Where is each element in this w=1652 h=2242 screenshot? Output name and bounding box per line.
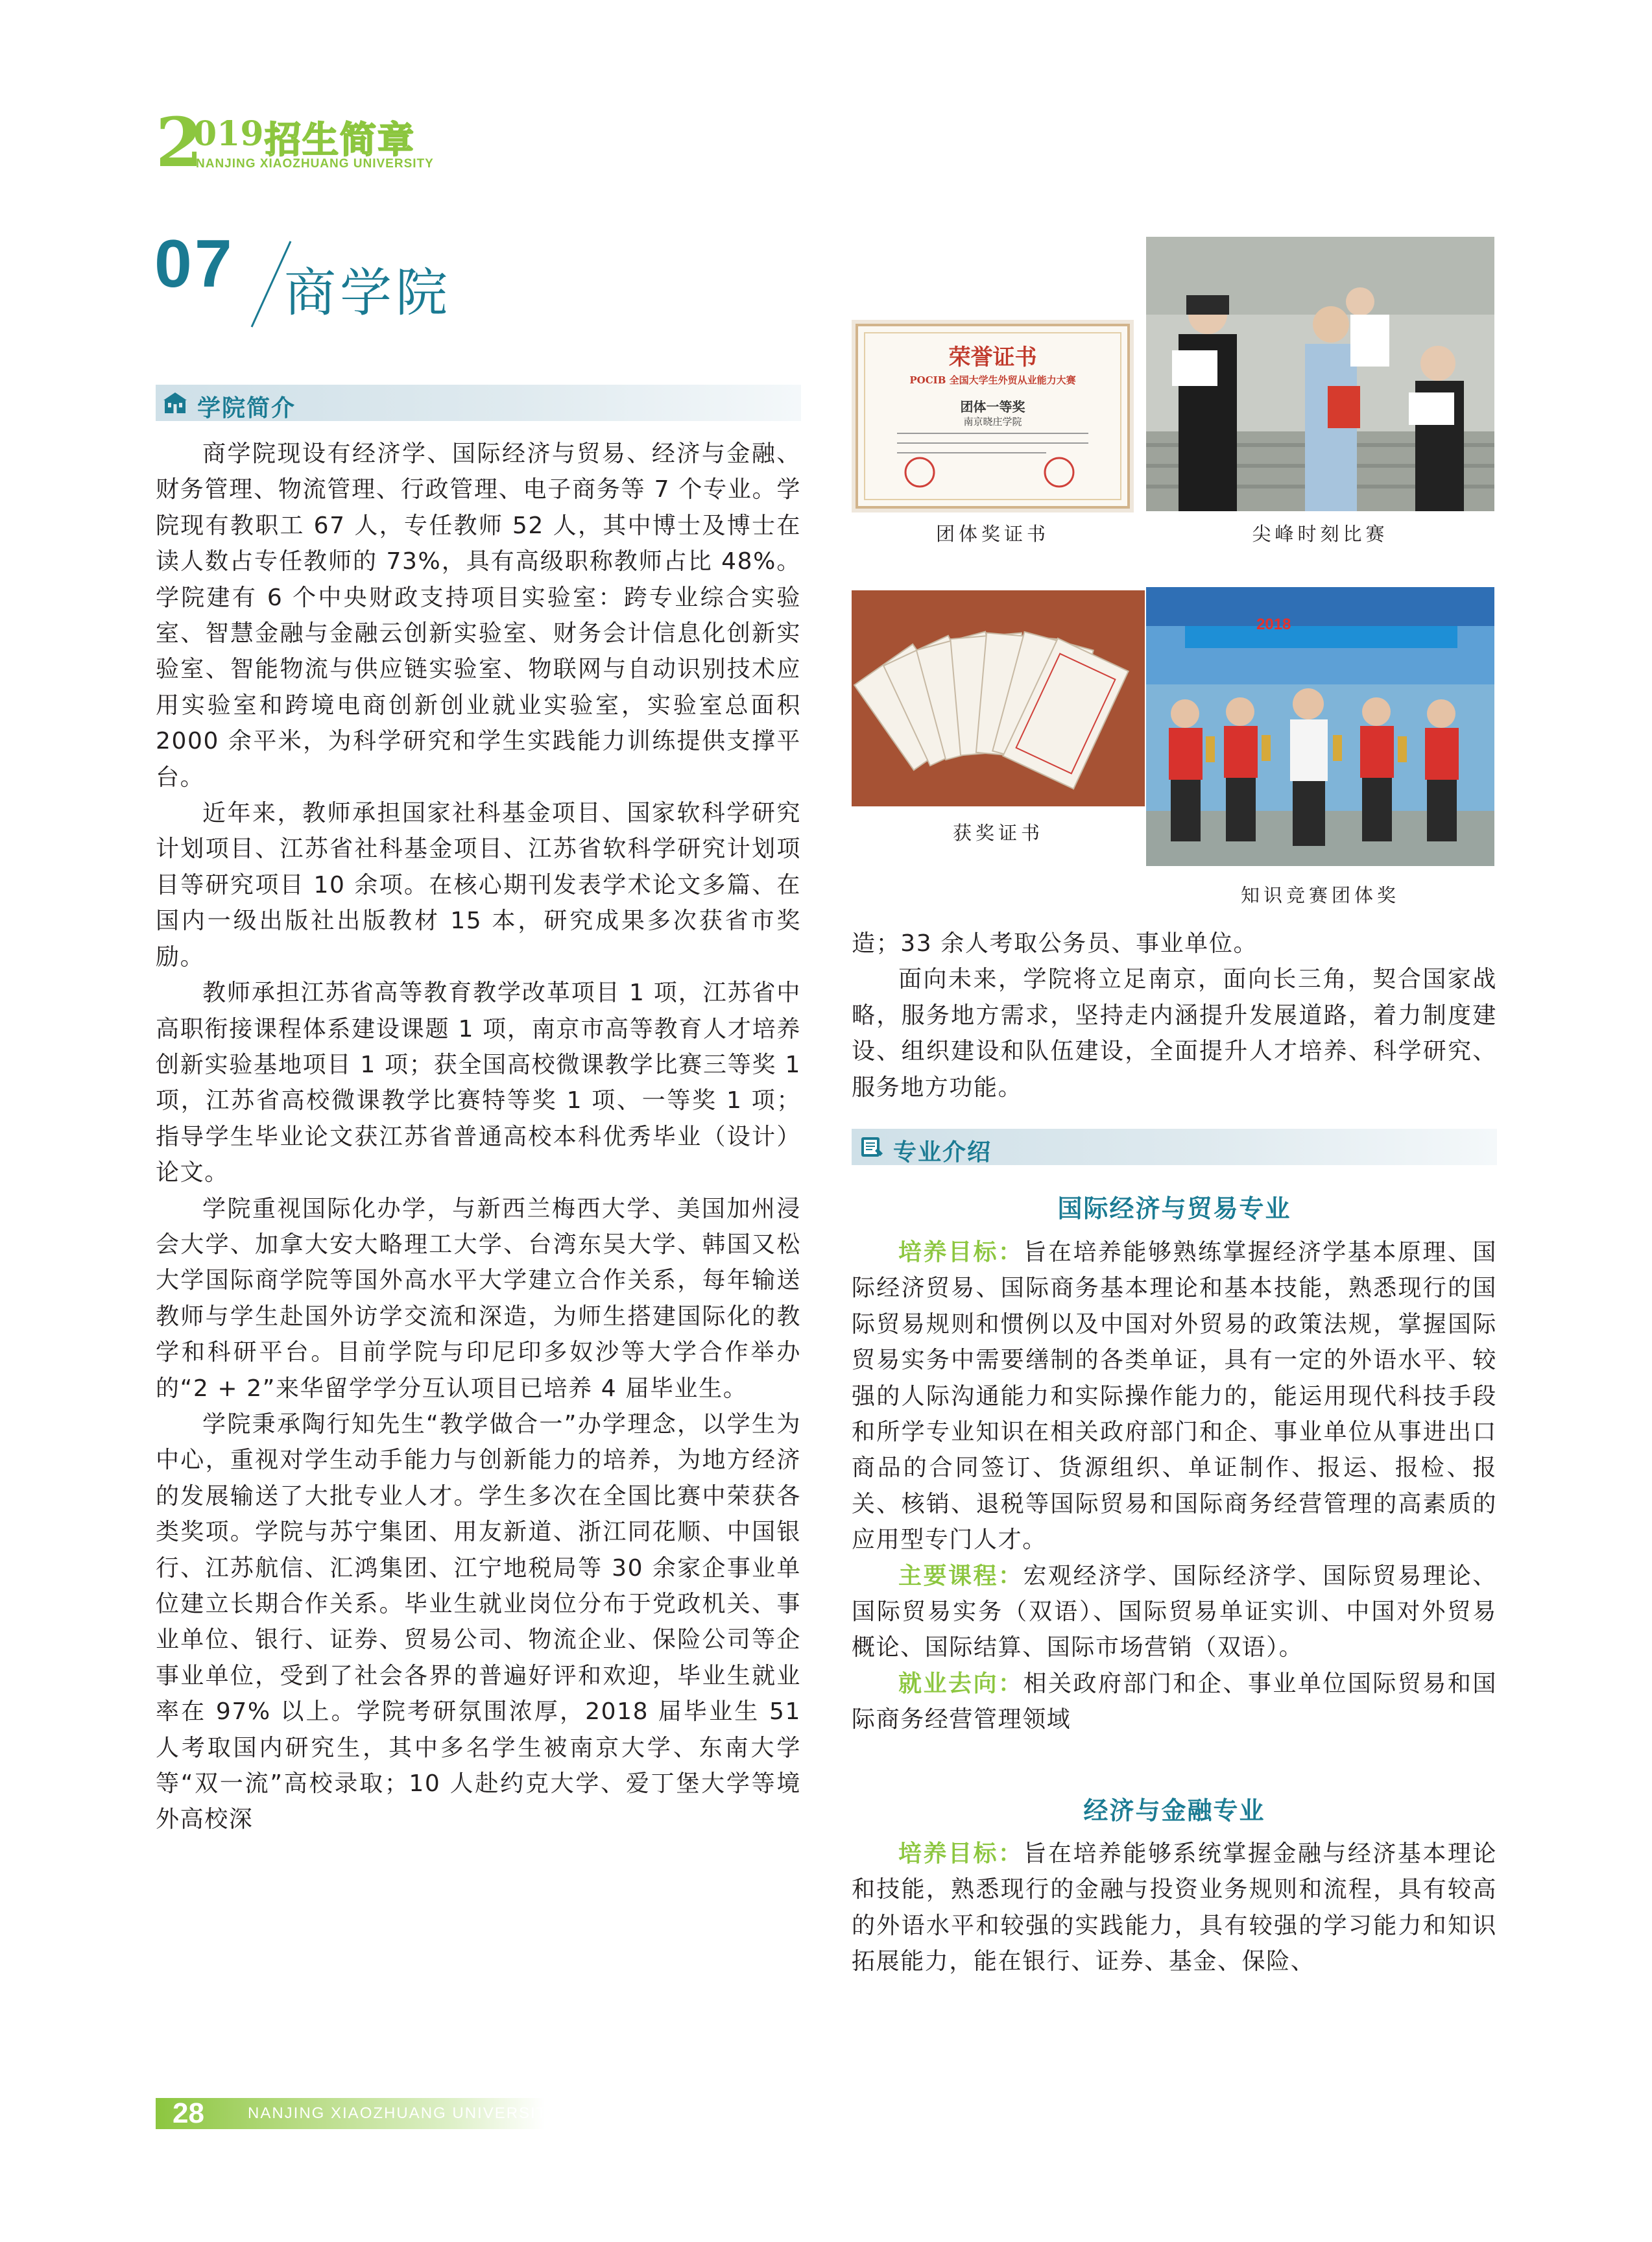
future-paragraph: 面向未来，学院将立足南京，面向长三角，契合国家战略，服务地方需求，坚持走内涵提升发展道路，着力制度建设、组织建设和队伍建设，全面提升人才培养、科学研究、服务地方功能。 [852, 966, 1497, 1101]
caption-peak-competition: 尖峰时刻比赛 [1252, 523, 1389, 545]
section-intro-header [156, 385, 801, 421]
certificates-fan-image [852, 590, 1145, 806]
section-majors-title: 专业介绍 [893, 1139, 992, 1166]
jobs-label: 就业去向： [898, 1670, 1024, 1697]
caption-award-certificates: 获奖证书 [952, 822, 1044, 844]
banner-year: 2018 [1256, 616, 1291, 633]
major-economics-finance-text [852, 1836, 1497, 1980]
intro-paragraph-4: 学院重视国际化办学，与新西兰梅西大学、美国加州浸会大学、加拿大安大略理工大学、台湾东吴大学、韩国又松大学国际商学院等国外高水平大学建立合作关系，每年输送教师与学生赴国外访学交流和深造，为师生搭建国际化的教学和科研平台。目前学院与印尼印多奴沙等大学合作举办的“2 + 2”来华留学学分互认项目已培养 4 届毕业生。 [156, 1195, 801, 1402]
building-icon [162, 391, 188, 415]
intro-text [156, 436, 801, 1838]
major-2-goal [852, 1836, 1497, 1980]
footer-university: NANJING XIAOZHUANG UNIVERSITY [248, 2104, 559, 2122]
cert-org: 南京晓庄学院 [963, 416, 1022, 428]
courses-text: 宏观经济学、国际经济学、国际贸易理论、国际贸易实务（双语）、国际贸易单证实训、中国对外贸易概论、国际结算、国际市场营销（双语）。 [852, 1562, 1497, 1661]
cert-title: 荣誉证书 [948, 344, 1037, 370]
page-number: 28 [173, 2097, 204, 2129]
major-international-trade-text [852, 1235, 1497, 1738]
logo-subtitle: NANJING XIAOZHUANG UNIVERSITY [196, 157, 434, 171]
section-majors-header [852, 1129, 1497, 1165]
cert-subtitle: POCIB 全国大学生外贸从业能力大赛 [909, 374, 1076, 386]
header-logo [156, 102, 434, 182]
right-column-text [852, 926, 1497, 1105]
competition-photo-image [1146, 237, 1494, 511]
goal-text: 旨在培养能够系统掌握金融与经济基本理论和技能，熟悉现行的金融与投资业务规则和流程，具有较高的外语水平和较强的实践能力，具有较强的学习能力和知识拓展能力，能在银行、证券、基金、保险、 [852, 1840, 1497, 1975]
major-title-economics-finance: 经济与金融专业 [1083, 1796, 1265, 1825]
major-1-jobs [852, 1666, 1497, 1738]
intro-paragraph-5: 学院秉承陶行知先生“教学做合一”办学理念，以学生为中心，重视对学生动手能力与创新能力的培养，为地方经济的发展输送了大批专业人才。学生多次在全国比赛中荣获各类奖项。学院与苏宁集团、用友新道、浙江同花顺、中国银行、江苏航信、汇鸿集团、江宁地税局等 30 余家企事业单位建立长期合作关系。毕业生就业岗位分布于党政机关、事业单位、银行、证券、贸易公司、物流企业、保险公司等企事业单位，受到了社会各界的普遍好评和欢迎，毕业生就业率在 97% 以上。学院考研氛围浓厚，2018 届毕业生 51 人考取国内研究生，其中多名学生被南京大学、东南大学等“双一流”高校录取；10 人赴约克大学、爱丁堡大学等境外高校深 [156, 1410, 801, 1833]
book-icon [858, 1135, 884, 1159]
jobs-text: 相关政府部门和企、事业单位国际贸易和国际商务经营管理领域 [852, 1670, 1497, 1733]
courses-label: 主要课程： [898, 1562, 1024, 1589]
photo-team-certificate [852, 320, 1134, 512]
logo-digit: 2 [156, 102, 203, 182]
major-1-courses [852, 1558, 1497, 1666]
major-1-goal [852, 1235, 1497, 1558]
goal-label: 培养目标： [898, 1840, 1024, 1867]
caption-team-certificate: 团体奖证书 [935, 523, 1049, 545]
photo-knowledge-contest [1146, 587, 1494, 866]
goal-text: 旨在培养能够熟练掌握经济学基本原理、国际经济贸易、国际商务基本理论和基本技能，熟悉现行的国际贸易规则和惯例以及中国对外贸易的政策法规，掌握国际贸易实务中需要缮制的各类单证，具有一定的外语水平、较强的人际沟通能力和实际操作能力的，能运用现代科技手段和所学专业知识在相关政府部门和企、事业单位从事进出口商品的合同签订、货源组织、单证制作、报运、报检、报关、核销、退税等国际贸易和国际商务经营管理的高素质的应用型专门人才。 [852, 1239, 1497, 1554]
contest-team-photo-image [1146, 587, 1494, 866]
photo-peak-competition [1146, 237, 1494, 511]
logo-title: 招生简章 [265, 119, 415, 162]
cert-award: 团体一等奖 [960, 399, 1025, 415]
photo-award-certificates [852, 590, 1145, 806]
intro-paragraph-2: 近年来，教师承担国家社科基金项目、国家软科学研究计划项目、江苏省社科基金项目、江苏省软科学研究计划项目等研究项目 10 余项。在核心期刊发表学术论文多篇、在国内一级出版社出版教材 15 本，研究成果多次获省市奖励。 [156, 800, 801, 970]
major-title-international-trade: 国际经济与贸易专业 [1057, 1194, 1291, 1223]
intro-paragraph-3: 教师承担江苏省高等教育教学改革项目 1 项，江苏省中高职衔接课程体系建设课题 1 项，南京市高等教育人才培养创新实验基地项目 1 项；获全国高校微课教学比赛三等奖 1 项，江苏省高校微课教学比赛特等奖 1 项、一等奖 1 项；指导学生毕业论文获江苏省普通高校本科优秀毕业（设计）论文。 [156, 980, 801, 1187]
continued-paragraph: 造；33 余人考取公务员、事业单位。 [852, 930, 1258, 957]
section-intro-title: 学院简介 [197, 395, 296, 422]
goal-label: 培养目标： [898, 1239, 1024, 1266]
chapter-number: 07 [154, 226, 235, 302]
intro-paragraph-1: 商学院现设有经济学、国际经济与贸易、经济与金融、财务管理、物流管理、行政管理、电子商务等 7 个专业。学院现有教职工 67 人，专任教师 52 人，其中博士及博士在读人数占专任教师的 73%，具有高级职称教师占比 48%。学院建有 6 个中央财政支持项目实验室：跨专业综合实验室、智慧金融与金融云创新实验室、财务会计信息化创新实验室、智能物流与供应链实验室、物联网与自动识别技术应用实验室和跨境电商创新创业就业实验室，实验室总面积 2000 余平米，为科学研究和学生实践能力训练提供支撑平台。 [156, 440, 801, 791]
caption-knowledge-contest: 知识竞赛团体奖 [1240, 884, 1400, 906]
logo-year: 019 [193, 114, 264, 154]
chapter-title: 商学院 [284, 263, 451, 323]
